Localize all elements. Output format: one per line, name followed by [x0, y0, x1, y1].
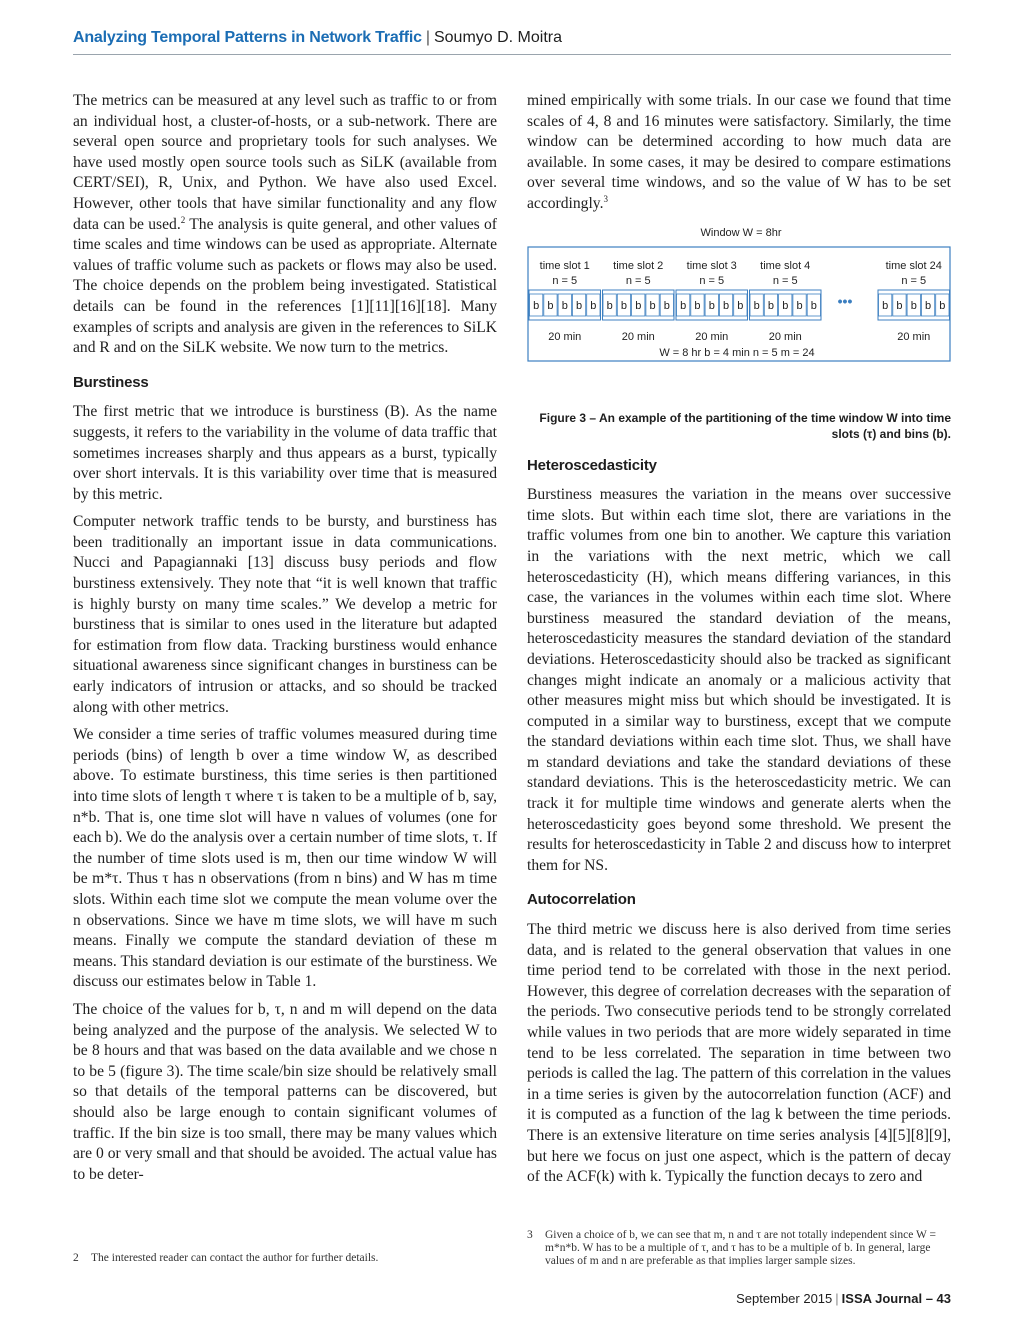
bin-label: b [939, 299, 946, 312]
bin-label: b [620, 299, 628, 312]
bin-label: b [896, 299, 903, 312]
bin-label: b [694, 299, 701, 312]
paragraph: The choice of the values for b, τ, n and m will depend on the data being analyzed and the purpose of the analysis. We selected W to be 8 hours and that was based on the data available and we chose n to be 5 (figure 3). The time scale/bin size should be relatively small so that details of the temporal patterns can be discovered, but should also be large enough to contain significant volumes of traffic. If the bin size is too small, there may be many values which are 0 or very small and that should be avoided. The actual value has to be deter- [73, 1000, 497, 1183]
figure-caption: Figure 3 – An example of the partitioning of the time window W into time slots (τ) and bins (b). [539, 410, 951, 441]
slot-title: time slot 1 [539, 259, 590, 272]
bin-label: b [753, 299, 760, 312]
bin-label: b [796, 299, 803, 312]
running-header [73, 28, 951, 48]
footer-separator: | [835, 1291, 839, 1306]
page-footer [736, 1291, 951, 1306]
slot-duration: 20 min [695, 330, 729, 343]
paragraph-text: The metrics can be measured at any level such as traffic to or from an individual host, a cluster-of-hosts, or a sub-network. There are several open source and proprietary tools for such analyses. We have used mostly open source tools such as SiLK (available from CERT/SEI), R, Unix, and Python. We have also used Excel. However, other tools that have similar functionality and any flow data can be used. [73, 92, 497, 233]
slot-title: time slot 3 [686, 259, 737, 272]
article-title: Analyzing Temporal Patterns in Network Traffic [73, 29, 422, 46]
slot-duration: 20 min [768, 330, 802, 343]
section-heading-burstiness: Burstiness [73, 373, 149, 391]
paragraph-text: mined empirically with some trials. In our case we found that time scales of 4, 8 and 16 minutes were satisfactory. Similarly, the time window can be determined according to how much data are available. In some cases, it may be desired to compare estimations over several time windows, and so the value of W has to be set accordingly. [527, 92, 951, 212]
bin-label: b [722, 299, 730, 312]
bin-label: b [782, 299, 789, 312]
window-label: Window W = 8hr [700, 226, 782, 239]
bin-label: b [708, 299, 715, 312]
paragraph: We consider a time series of traffic volumes measured during time periods (bins) of length b over a time window W, as described above. To estimate burstiness, this time series is then partitioned into time slots of length τ where τ is taken to be a multiple of b, say, n*b. That is, one time slot will have n values of volumes (one for each b). We do the analysis over a certain number of time slots, τ. If the number of time slots used is m, then our time window W will be m*τ. Thus τ has n observations (from n bins) and W has m time slots. Within each time slot we compute the mean volume over the n observations. Since we have m time slots, we will have m such means. Finally we compute the standard deviation of these m means. This standard deviation is our estimate of the burstiness. We discuss our estimates below in Table 1. [73, 726, 497, 991]
bin-label: b [649, 299, 656, 312]
bin-label: b [575, 299, 583, 312]
paragraph: Computer network traffic tends to be bursty, and burstiness has been traditionally an important issue in data communications. Nucci and Papagiannaki [13] discuss busy periods and flow burstiness extensively. They note that “it is well known that traffic is highly bursty on many time scales.” We develop a metric for burstiness that is similar to ones used in the literature but adapted for estimation from flow data. Tracking burstiness would enhance situational awareness since significant changes in burstiness can be early indicators of intrusion or attacks, and so should be tracked along with other metrics. [73, 513, 497, 716]
journal-page: ISSA Journal – 43 [841, 1291, 951, 1306]
footnote-text: Given a choice of b, we can see that m, n and τ are not totally independent since W = m*n*b. W has to be a multiple of τ, and τ has to be a multiple of b. In general, large values of m and n are preferable as that implies larger sample sizes. [545, 1229, 937, 1267]
paragraph [527, 91, 951, 215]
paragraph [73, 91, 497, 359]
slot-n: n = 5 [699, 274, 725, 287]
slot-duration: 20 min [621, 330, 655, 343]
paragraph: The first metric that we introduce is burstiness (B). As the name suggests, it refers to the variability in the volume of data traffic that sometimes increases sharply and thus appears as a burst, typically over short intervals. It is this variability over time that is measured by this metric. [73, 403, 497, 503]
bin-label: b [882, 299, 889, 312]
slot-duration: 20 min [548, 330, 582, 343]
footnote-text: The interested reader can contact the author for further details. [91, 1252, 379, 1264]
issue-date: September 2015 [736, 1291, 833, 1306]
paragraph: The third metric we discuss here is also derived from time series data, and is related to the general observation that values in one time period tend to be correlated with those in the next period. However, this degree of correlation decreases with the separation of the periods. Two consecutive periods tend to be strongly correlated while values in two periods that are more widely separated in time tend to be less correlated. The separation in time between two periods is called the lag. The pattern of this correlation in the values in a time series is given by the autocorrelation function (ACF) and it is computed as a function of the lag k between the time periods. There is an extensive literature on time series analysis [4][5][8][9], but here we focus on just one aspect, which is the pattern of decay of the ACF(k) with k. Typically the function decays to zero and [527, 921, 951, 1186]
bin-label: b [606, 299, 613, 312]
bin-label: b [635, 299, 642, 312]
slot-title: time slot 24 [885, 259, 942, 272]
author-name: Soumyo D. Moitra [433, 29, 563, 46]
slot-title: time slot 4 [760, 259, 811, 272]
figure-3 [527, 222, 951, 410]
bin-label: b [737, 299, 744, 312]
bin-label: b [767, 299, 775, 312]
footnote-ref: 3 [603, 193, 608, 204]
footnote-ref: 2 [180, 214, 186, 225]
paragraph-text: The analysis is quite general, and other values of time scales and time windows can be used as appropriate. Alternate values of traffic volume such as packets or flows may also be used. The choice depends on the problem being investigated. Statistical details can be found in the references [1][11][16][18]. Many examples of scripts and analysis are given in the references to SiLK and R and on the SiLK website. We now turn to the metrics. [73, 215, 497, 357]
slot-duration: 20 min [897, 330, 931, 343]
header-separator: | [425, 29, 430, 46]
bin-label: b [590, 299, 597, 312]
bin-label: b [810, 299, 817, 312]
left-column [73, 91, 497, 1192]
ellipsis: ••• [837, 292, 853, 309]
section-heading-heteroscedasticity: Heteroscedasticity [527, 456, 657, 474]
footnote-number: 2 [73, 1252, 79, 1264]
slot-n: n = 5 [901, 274, 927, 287]
footnote-number: 3 [527, 1229, 533, 1241]
footnote-3 [527, 1229, 951, 1268]
slot-n: n = 5 [552, 274, 578, 287]
footnote-2 [73, 1252, 497, 1265]
bin-label: b [561, 299, 568, 312]
paragraph: Burstiness measures the variation in the means over successive time slots. But within each time slot, there are variations in the traffic volumes from one bin to another. We capture this variation in the variations with the next metric, which we call heteroscedasticity (H), which means differing variances, in this case, the variances in the volumes within each time slot. Where burstiness measured the standard deviation of the means, heteroscedasticity measures the standard deviation of the standard deviations. Heteroscedasticity should also be tracked as significant changes might indicate an anomaly or a malicious activity that other measures might miss but which should be investigated. It is computed in a similar way to burstiness, except that we compute the standard deviations within each time slot. Thus, we shall have m standard deviations and take the standard deviations of these standard deviations. This is the heteroscedasticity metric. We can track it for multiple time windows and generate alerts when the heteroscedasticity goes beyond some threshold. We present the results for heteroscedasticity in Table 2 and discuss how to interpret them for NS. [527, 486, 951, 874]
header-rule [73, 54, 951, 55]
bin-label: b [547, 299, 554, 312]
bin-label: b [680, 299, 687, 312]
slot-title: time slot 2 [613, 259, 664, 272]
section-heading-autocorrelation: Autocorrelation [527, 891, 636, 909]
bin-label: b [663, 299, 670, 312]
bin-label: b [910, 299, 917, 312]
bin-label: b [533, 299, 540, 312]
right-column [527, 91, 951, 1195]
slot-n: n = 5 [625, 274, 651, 287]
partition-diagram [527, 222, 951, 410]
figure-params: W = 8 hr b = 4 min n = 5 m = 24 [659, 346, 815, 359]
slot-n: n = 5 [772, 274, 798, 287]
bin-label: b [924, 299, 932, 312]
